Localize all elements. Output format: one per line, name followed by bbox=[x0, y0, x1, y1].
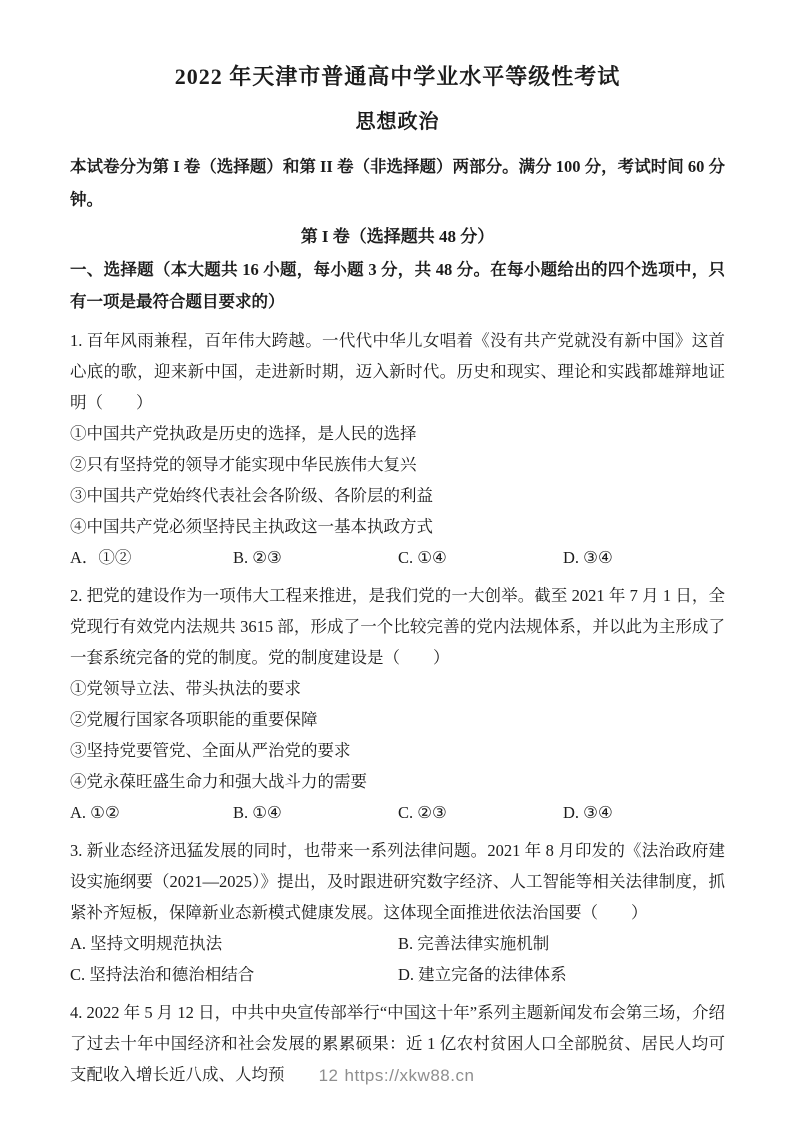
question-1-choice-c: C. ①④ bbox=[398, 548, 447, 567]
question-1-statement-1: ①中国共产党执政是历史的选择，是人民的选择 bbox=[70, 424, 417, 443]
question-3-choice-b: B. 完善法律实施机制 bbox=[398, 934, 550, 953]
question-2-choice-d: D. ③④ bbox=[563, 803, 613, 822]
question-1-statement-3: ③中国共产党始终代表社会各阶级、各阶层的利益 bbox=[70, 486, 433, 505]
question-2-statement-2: ②党履行国家各项职能的重要保障 bbox=[70, 710, 318, 729]
question-2-choice-a: A. ①② bbox=[70, 803, 120, 822]
question-2-choice-c: C. ②③ bbox=[398, 803, 447, 822]
question-1-stem: 1. 百年风雨兼程，百年伟大跨越。一代代中华儿女唱着《没有共产党就没有新中国》这首心底的歌，迎来新中国，走进新时期，迈入新时代。历史和现实、理论和实践都雄辩地证明（ ） bbox=[70, 331, 725, 412]
question-2-statement-4: ④党永葆旺盛生命力和强大战斗力的需要 bbox=[70, 772, 367, 791]
question-1-choice-d: D. ③④ bbox=[563, 548, 613, 567]
question-2-statement-3: ③坚持党要管党、全面从严治党的要求 bbox=[70, 741, 351, 760]
page-footer bbox=[0, 1066, 793, 1086]
question-1-choices bbox=[70, 542, 725, 573]
page-subtitle: 思想政治 bbox=[355, 111, 440, 133]
question-1-choice-b: B. ②③ bbox=[233, 548, 282, 567]
question-3 bbox=[70, 835, 725, 990]
exam-intro-text: 本试卷分为第 I 卷（选择题）和第 II 卷（非选择题）两部分。满分 100 分，考试时间 60 分钟。 bbox=[70, 157, 725, 209]
question-1-statement-2: ②只有坚持党的领导才能实现中华民族伟大复兴 bbox=[70, 455, 417, 474]
section-1-heading: 第 I 卷（选择题共 48 分） bbox=[300, 227, 495, 246]
question-2-choice-b: B. ①④ bbox=[233, 803, 282, 822]
question-2-choices bbox=[70, 797, 725, 828]
page-number: 12 bbox=[318, 1066, 339, 1085]
watermark-url: https://xkw88.cn bbox=[344, 1066, 475, 1085]
question-1-choice-a: A．①② bbox=[70, 548, 132, 567]
page-title: 2022 年天津市普通高中学业水平等级性考试 bbox=[174, 64, 621, 89]
question-3-choice-c: C. 坚持法治和德治相结合 bbox=[70, 965, 255, 984]
section-1-instructions: 一、选择题（本大题共 16 小题，每小题 3 分，共 48 分。在每小题给出的四个选项中，只有一项是最符合题目要求的） bbox=[70, 260, 725, 311]
question-1-statement-4: ④中国共产党必须坚持民主执政这一基本执政方式 bbox=[70, 517, 433, 536]
question-2-stem: 2. 把党的建设作为一项伟大工程来推进，是我们党的一大创举。截至 2021 年 7 月 1 日，全党现行有效党内法规共 3615 部，形成了一个比较完善的党内法规体系，并以此为主形成了一套系统完备的党的制度。党的制度建设是（ ） bbox=[70, 586, 725, 667]
question-1 bbox=[70, 325, 725, 573]
question-3-choice-a: A. 坚持文明规范执法 bbox=[70, 934, 223, 953]
question-4-stem: 4. 2022 年 5 月 12 日，中共中央宣传部举行“中国这十年”系列主题新闻发布会第三场，介绍了过去十年中国经济和社会发展的累累硕果：近 1 亿农村贫困人口全部脱贫、居民人均可支配收入增长近八成、人均预 bbox=[70, 1003, 725, 1084]
question-2-statement-1: ①党领导立法、带头执法的要求 bbox=[70, 679, 301, 698]
question-3-choice-d: D. 建立完备的法律体系 bbox=[398, 965, 567, 984]
question-2 bbox=[70, 580, 725, 828]
question-3-choices bbox=[70, 928, 725, 990]
question-3-stem: 3. 新业态经济迅猛发展的同时，也带来一系列法律问题。2021 年 8 月印发的《法治政府建设实施纲要（2021—2025）》提出，及时跟进研究数字经济、人工智能等相关法律制度，抓紧补齐短板，保障新业态新模式健康发展。这体现全面推进依法治国要（ ） bbox=[70, 841, 726, 922]
